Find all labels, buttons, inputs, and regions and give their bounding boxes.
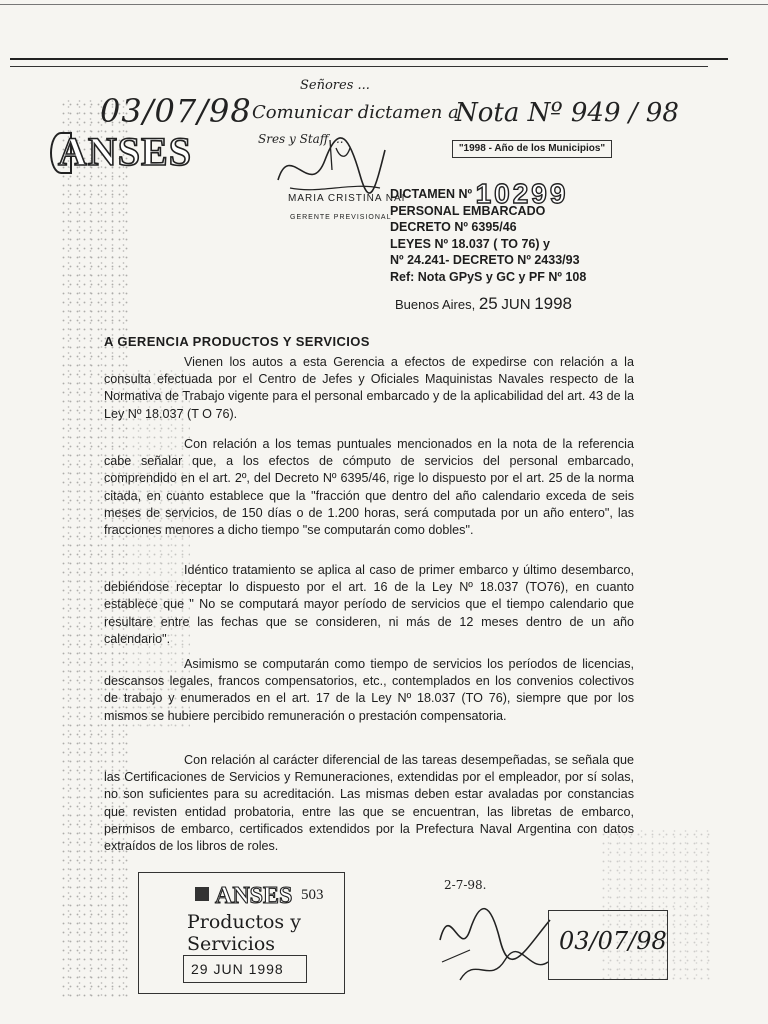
handwritten-note-3: Sres y Staff ...: [258, 132, 344, 146]
anses-logo: ANSES: [58, 129, 192, 174]
date-stamp-right: [548, 910, 668, 980]
header-rule-thin: [10, 66, 708, 67]
scan-noise-left: [60, 100, 130, 1000]
stamp-dept: Productos y Servicios: [187, 911, 301, 955]
signature-top: [270, 130, 390, 200]
anses-stamp-mark: [195, 887, 209, 901]
handwritten-note-1: Señores ...: [300, 78, 370, 93]
receiving-stamp: [138, 872, 345, 994]
paragraph-5: Con relación al carácter diferencial de las tareas desempeñadas, se señala que las Certificaciones de Servicios y Remuneraciones, extendidas por el empleador, por sí solas, no son suficientes para su acreditación. Las mismas deben estar avaladas por constancias que revisten entidad probatoria, entre las que se encuentran, las libretas de embarco, permisos de embarco, certificados extendidos por la Prefectura Naval Argentina con datos extraídos de los libros de roles.: [104, 753, 634, 854]
dictamen-laws: LEYES Nº 18.037 ( TO 76) y: [390, 236, 550, 251]
handwritten-note-2: Comunicar dictamen a: [252, 102, 459, 123]
paragraph-4: Asimismo se computarán como tiempo de servicios los períodos de licencias, descansos legales, francos compensatorios, etc., contemplados en los convenios colectivos de trabajo y enumerados en el art. 17 de la Ley Nº 18.037 (TO 76), siempre que por los mismos se hubiere percibido remuneración o prestación compensatoria.: [104, 657, 634, 723]
stamp-date: 29 JUN 1998: [191, 961, 284, 977]
dictamen-label: DICTAMEN Nº: [390, 187, 473, 201]
date-day: 25: [478, 294, 498, 313]
scan-edge-line: [0, 4, 768, 5]
stamp-org: ANSES: [215, 883, 293, 909]
handwritten-date: 03/07/98: [100, 92, 252, 130]
stamp-hand-date: 03/07/98: [559, 927, 667, 955]
dictamen-laws-2: Nº 24.241- DECRETO Nº 2433/93: [390, 253, 580, 267]
stamp-code: 503: [301, 887, 324, 903]
paragraph-1: Vienen los autos a esta Gerencia a efectos de expedirse con relación a la consulta efectuada por el Centro de Jefes y Oficiales Maquinistas Navales respecto de la Normativa de Trabajo vigente para el personal embarcado y de la aplicabilidad del art. 43 de la Ley Nº 18.037 (T O 76).: [104, 355, 634, 421]
date-place: Buenos Aires,: [395, 297, 476, 312]
date-year: 1998: [534, 294, 573, 313]
paragraph-2: Con relación a los temas puntuales mencionados en la nota de la referencia cabe señalar que, a los efectos de cómputo de servicios del personal embarcado, comprendido en el art. 2º, del Decreto Nº 6395/46, rige lo dispuesto por el art. 25 de la norma citada, en cuanto establece que la "fracción que dentro del año calendario exceda de seis meses de servicios, de 150 días o de 1.200 horas, será computada por un año entero", las fracciones menores a dicho tiempo "se computarán como dobles".: [104, 437, 634, 538]
signer-name: MARIA CRISTINA NAI: [288, 193, 406, 204]
signature-bottom: [430, 900, 560, 990]
dictamen-header: [390, 178, 587, 285]
dictamen-reference: Ref: Nota GPyS y GC y PF Nº 108: [390, 269, 587, 284]
header-rule: [10, 58, 728, 60]
document-date: [395, 294, 572, 314]
handwritten-nota-number: Nota Nº 949 / 98: [455, 98, 679, 128]
paragraph-3: Idéntico tratamiento se aplica al caso de primer embarco y último desembarco, debiéndose receptar lo dispuesto por el art. 16 de la Ley Nº 18.037 (TO76), en cuanto establece que " No se computará mayor período de servicios que el tiempo calendario que resultare entre las fechas que se consideren, ni más de 12 meses dentro de un año calendario".: [104, 563, 634, 646]
date-month: JUN: [501, 296, 531, 313]
salutation: A GERENCIA PRODUCTOS Y SERVICIOS: [104, 334, 370, 349]
signer-role: GERENTE PREVISIONAL: [290, 214, 392, 221]
dictamen-subject: PERSONAL EMBARCADO: [390, 203, 546, 218]
handwritten-receipt-date: 2-7-98.: [444, 878, 487, 892]
year-motto: "1998 - Año de los Municipios": [452, 140, 612, 158]
dictamen-number: 10299: [475, 178, 569, 209]
dictamen-decree: DECRETO Nº 6395/46: [390, 220, 517, 234]
